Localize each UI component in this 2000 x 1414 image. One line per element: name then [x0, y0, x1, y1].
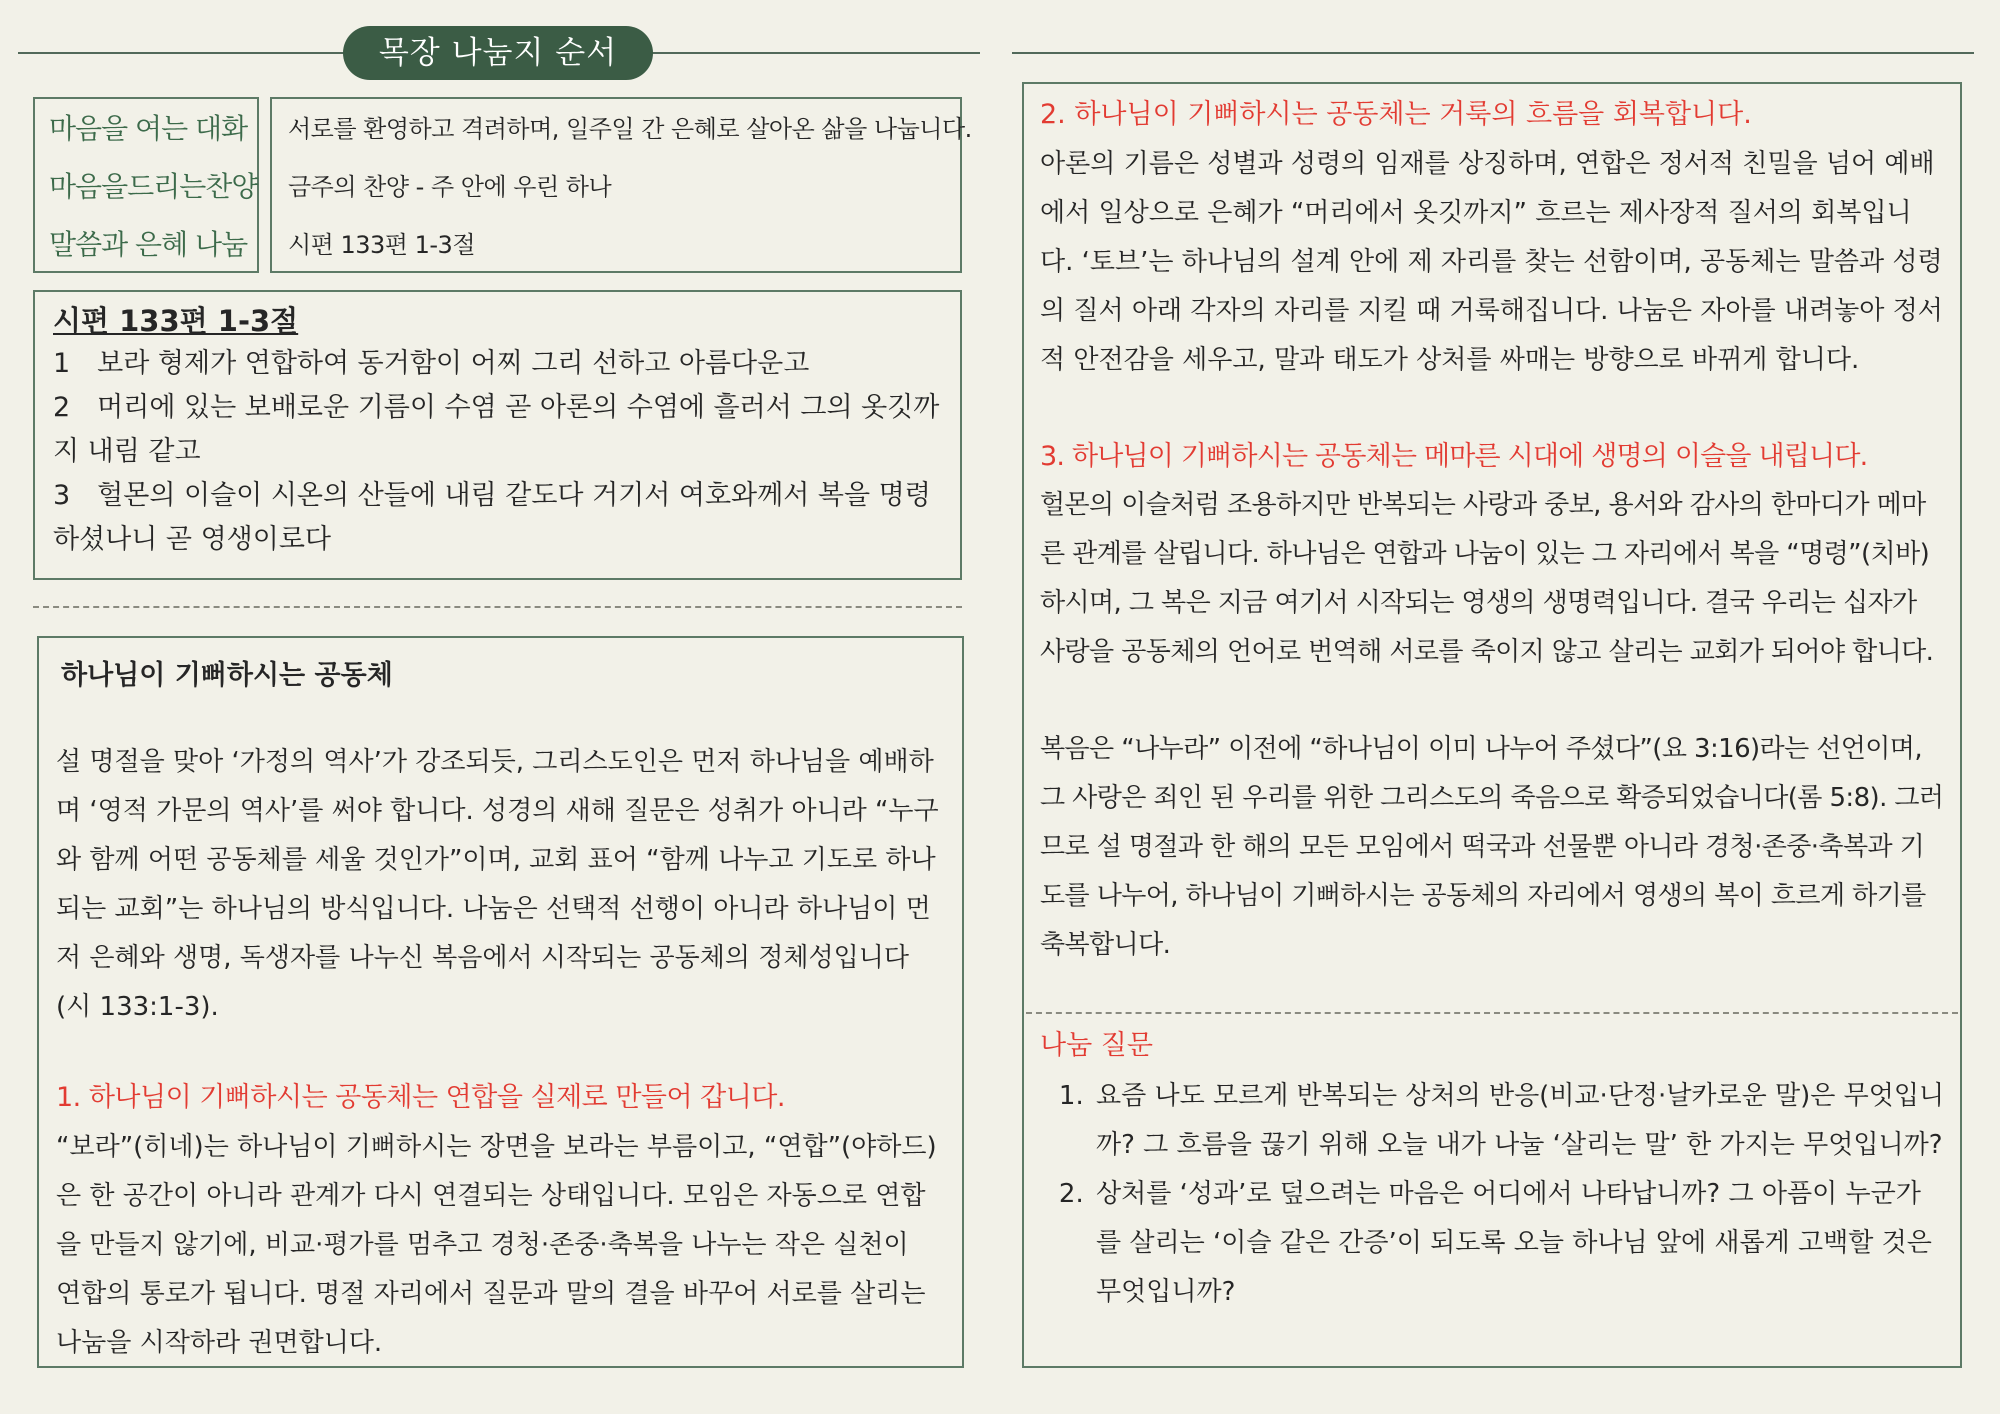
spacer [1040, 385, 1945, 433]
order-detail-worship: 금주의 찬양 - 주 안에 우린 하나 [288, 173, 612, 201]
order-label-worship: 마음을드리는찬양 [49, 170, 258, 203]
questions-title: 나눔 질문 [1040, 1030, 1153, 1061]
questions-section [1040, 1020, 1945, 1317]
point2-title: 2. 하나님이 기뻐하시는 공동체는 거룩의 흐름을 회복합니다. [1040, 99, 1752, 130]
order-label-word: 말씀과 은혜 나눔 [49, 228, 248, 261]
order-detail-word: 시편 133편 1-3절 [288, 231, 476, 259]
point1-body: “보라”(히네)는 하나님이 기뻐하시는 장면을 보라는 부름이고, “연합”(야하드)은 한 공간이 아니라 관계가 다시 연결되는 상태입니다. 모임은 자동으로 연합을 만들지 않기에, 비교·평가를 멈추고 경청·존중·축복을 나누는 작은 실천이 연합의 통로가 됩니다. 명절 자리에서 질문과 말의 결을 바꾸어 서로를 살리는 나눔을 시작하라 권면합니다. [56, 1132, 937, 1358]
page-title: 목장 나눔지 순서 [343, 26, 653, 80]
order-detail-conversation: 서로를 환영하고 격려하며, 일주일 간 은혜로 살아온 삶을 나눕니다. [288, 115, 972, 143]
order-label-conversation: 마음을 여는 대화 [49, 112, 248, 145]
psalm-verse-1: 1 보라 형제가 연합하여 동거함이 어찌 그리 선하고 아름다운고 [53, 348, 810, 379]
point2-body: 아론의 기름은 성별과 성령의 임재를 상징하며, 연합은 정서적 친밀을 넘어 예배에서 일상으로 은혜가 “머리에서 옷깃까지” 흐르는 제사장적 질서의 회복입니다. ‘토브’는 하나님의 설계 안에 제 자리를 찾는 선함이며, 공동체는 말씀과 성령의 질서 아래 각자의 자리를 지킬 때 거룩해집니다. 나눔은 자아를 내려놓아 정서적 안전감을 세우고, 말과 태도가 상처를 싸매는 방향으로 바뀌게 합니다. [1040, 149, 1943, 375]
right-divider [1026, 1012, 1958, 1014]
spacer [1040, 677, 1945, 725]
question-item: 1. 요즘 나도 모르게 반복되는 상처의 반응(비교·단정·날카로운 말)은 무엇입니까? 그 흐름을 끊기 위해 오늘 내가 나눌 ‘살리는 말’ 한 가지는 무엇입니까? [1092, 1072, 1945, 1170]
psalm-verse-2: 2 머리에 있는 보배로운 기름이 수염 곧 아론의 수염에 흘러서 그의 옷깃까지 내림 같고 [53, 392, 940, 467]
header-rule-right [1012, 52, 1974, 54]
article-intro: 설 명절을 맞아 ‘가정의 역사’가 강조되듯, 그리스도인은 먼저 하나님을 예배하며 ‘영적 가문의 역사’를 써야 합니다. 성경의 새해 질문은 성취가 아니라 “누구와 함께 어떤 공동체를 세울 것인가”이며, 교회 표어 “함께 나누고 기도로 하나되는 교회”는 하나님의 방식입니다. 나눔은 선택적 선행이 아니라 하나님이 먼저 은혜와 생명, 독생자를 나누신 복음에서 시작되는 공동체의 정체성입니다(시 133:1-3). [56, 747, 939, 1022]
point3-body: 헐몬의 이슬처럼 조용하지만 반복되는 사랑과 중보, 용서와 감사의 한마디가 메마른 관계를 살립니다. 하나님은 연합과 나눔이 있는 그 자리에서 복을 “명령”(치바)하시며, 그 복은 지금 여기서 시작되는 영생의 생명력입니다. 결국 우리는 십자가 사랑을 공동체의 언어로 번역해 서로를 죽이지 않고 살리는 교회가 되어야 합니다. [1040, 490, 1934, 667]
psalm-title: 시편 133편 1-3절 [53, 304, 299, 338]
point1-title: 1. 하나님이 기뻐하시는 공동체는 연합을 실제로 만들어 갑니다. [56, 1082, 785, 1113]
order-details-box [270, 97, 972, 273]
article-title: 하나님이 기뻐하시는 공동체 [61, 660, 393, 691]
psalm-box [33, 290, 962, 580]
right-column-content [1040, 90, 1945, 970]
point3-title: 3. 하나님이 기뻐하시는 공동체는 메마른 시대에 생명의 이슬을 내립니다. [1040, 441, 1868, 472]
article-box [37, 636, 964, 1368]
psalm-verse-3: 3 헐몬의 이슬이 시온의 산들에 내림 같도다 거기서 여호와께서 복을 명령하셨나니 곧 영생이로다 [53, 480, 931, 555]
questions-list [1040, 1072, 1945, 1317]
order-labels-box [33, 97, 259, 273]
left-divider [33, 606, 962, 608]
closing-paragraph: 복음은 “나누라” 이전에 “하나님이 이미 나누어 주셨다”(요 3:16)라는 선언이며, 그 사랑은 죄인 된 우리를 위한 그리스도의 죽음으로 확증되었습니다(롬 5:8). 그러므로 설 명절과 한 해의 모든 모임에서 떡국과 선물뿐 아니라 경청·존중·축복과 기도를 나누어, 하나님이 기뻐하시는 공동체의 자리에서 영생의 복이 흐르게 하기를 축복합니다. [1040, 734, 1944, 960]
question-item: 2. 상처를 ‘성과’로 덮으려는 마음은 어디에서 나타납니까? 그 아픔이 누군가를 살리는 ‘이슬 같은 간증’이 되도록 오늘 하나님 앞에 새롭게 고백할 것은 무엇입니까? [1092, 1170, 1945, 1317]
